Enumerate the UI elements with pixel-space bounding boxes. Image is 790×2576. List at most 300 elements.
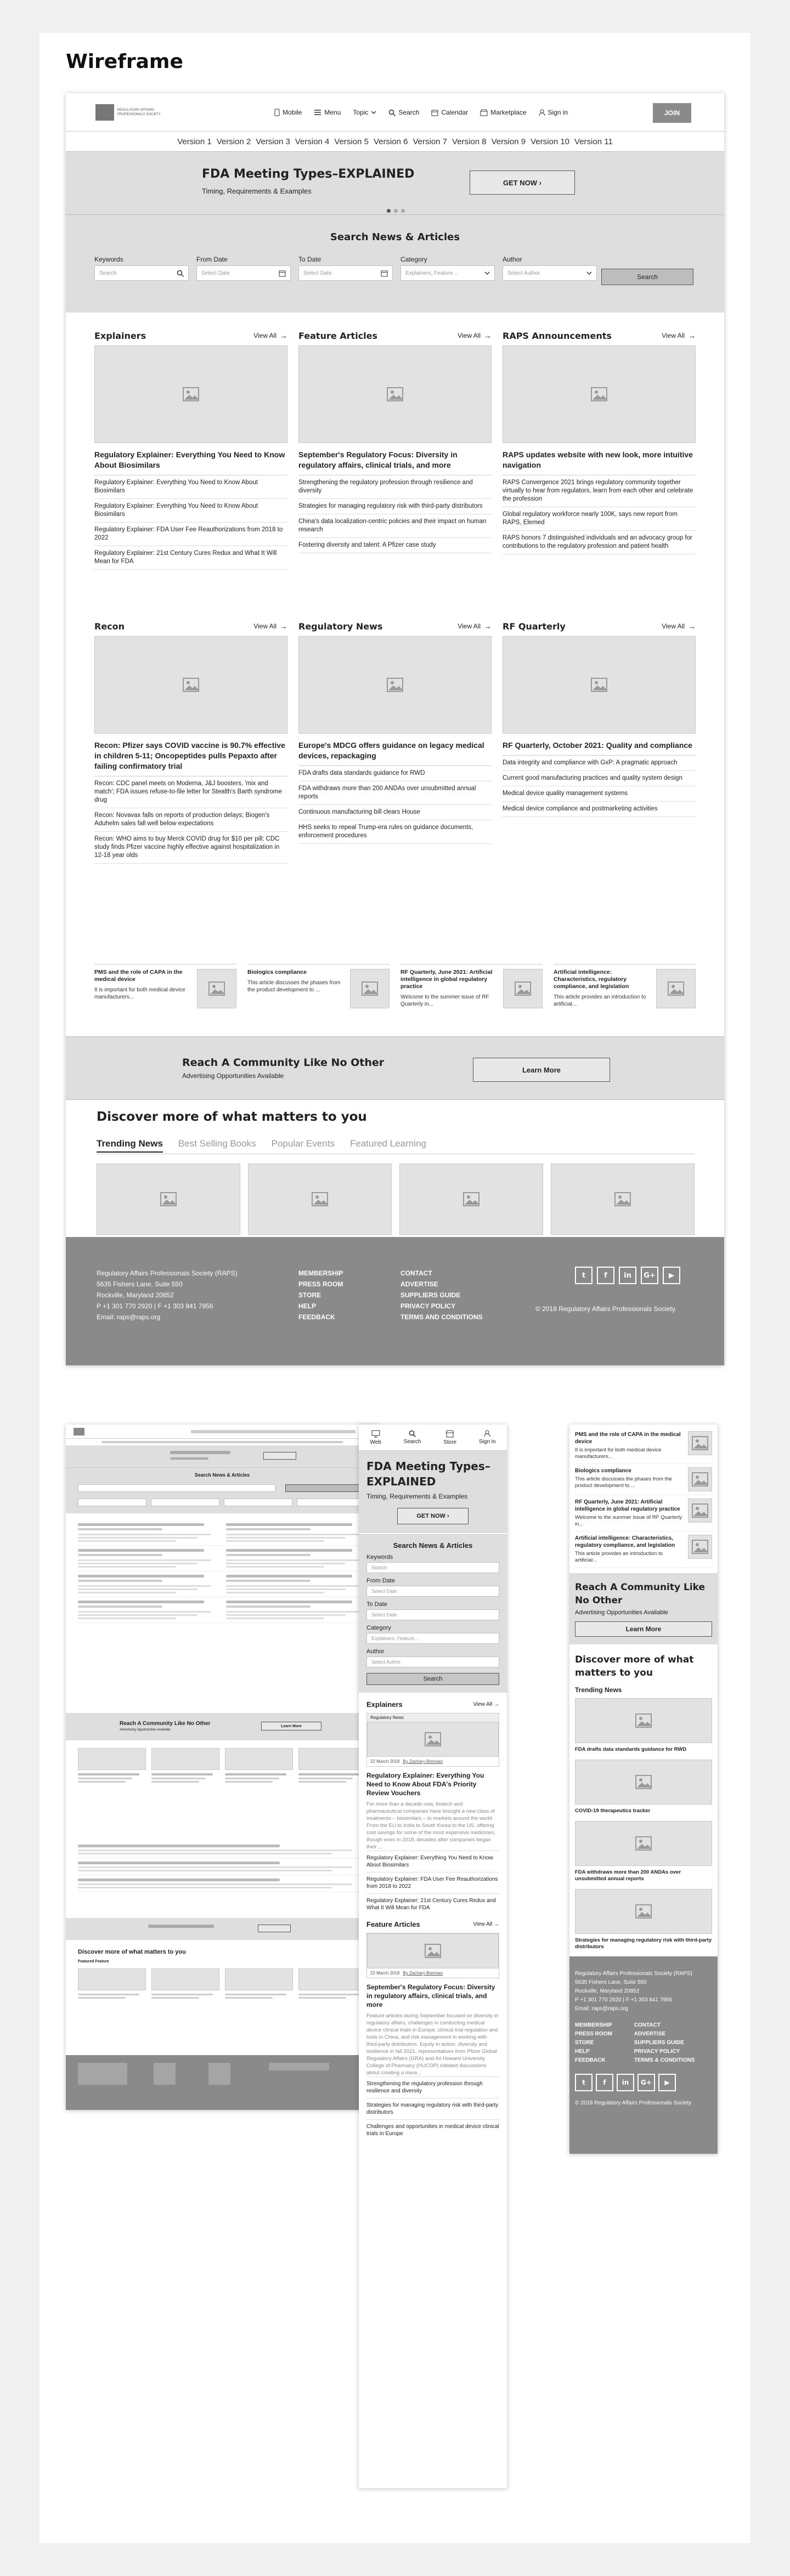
mobile-features [359,1915,507,2141]
marketplace-icon [480,109,488,116]
version-bar [66,132,724,151]
section-headline[interactable]: Europe's MDCG offers guidance on legacy medical devices, repackaging [298,740,492,766]
promo-title: Biologics compliance [247,969,307,975]
promo-desc: This article discusses the phases from the product development to ... [247,980,341,993]
section-link[interactable]: Regulatory Explainer: FDA User Fee Reauthorizations from 2018 to 2022 [94,523,287,546]
section-image[interactable] [503,345,696,443]
section-image[interactable] [94,636,287,734]
mobile-community-title: Reach A Community Like No Other [575,1582,706,1606]
section-link[interactable]: RAPS honors 7 distinguished individuals and an advocacy group for contributions to the regulatory profession and patient health [503,531,696,554]
mobile-icon [274,109,280,116]
mobile-nav-sign-in[interactable] [479,1430,496,1445]
section-link[interactable]: Regulatory Explainer: Everything You Need to Know About Biosimilars [94,475,287,499]
mobile-promo-image [688,1431,712,1455]
mobile-footer-link[interactable]: PRESS ROOM [575,2031,612,2037]
section-headline[interactable]: September's Regulatory Focus: Diversity in regulatory affairs, clinical trials, and more [298,450,492,475]
view-all-link[interactable] [662,622,696,631]
promo-text [400,969,499,1024]
promo-image [503,969,543,1008]
mobile-article-image [367,1722,499,1757]
mobile-footer-link[interactable]: ADVERTISE [634,2031,666,2037]
version-tab[interactable]: Version 11 [574,137,613,146]
mobile-footer-address-2: Rockville, Maryland 20852 [575,1988,640,1994]
image-placeholder-icon [692,1472,708,1486]
chevron-down-icon [586,271,592,275]
promo-card[interactable] [94,964,236,1024]
mobile-frame [359,1425,507,2488]
arrow-right-icon: → [688,622,696,631]
footer-address [97,1268,238,1323]
footer-link[interactable]: CONTACT [400,1269,432,1277]
image-placeholder-icon [160,1192,177,1206]
mobile-field-input[interactable] [366,1633,499,1644]
section-image[interactable] [94,345,287,443]
mobile-footer-link[interactable]: TERMS & CONDITIONS [634,2057,695,2063]
search-field-label: From Date [196,256,228,263]
image-placeholder-icon [425,1732,441,1746]
search-field-placeholder: Select Date [201,270,230,276]
version-tab[interactable]: Version 10 [531,137,570,146]
mobile-promo-card[interactable] [575,1428,712,1464]
calendar-icon [381,270,388,277]
tablet-community-subtitle: Advertising Opportunities Available [120,1728,171,1732]
tablet-article-row[interactable] [78,1858,366,1875]
tablet-grid-image [78,1748,146,1770]
footer-org: Regulatory Affairs Professionals Society (RAPS) [97,1269,238,1277]
section-regulatory-news [298,620,492,927]
mobile-trend-image [575,1821,712,1866]
section-link[interactable]: RAPS Convergence 2021 brings regulatory community together virtually to hear from regulators, learn from each other and celebrate the profession [503,475,696,507]
section-headline[interactable]: Recon: Pfizer says COVID vaccine is 90.7% effective in children 5-11; Oncopeptides pulls Pepaxto after failing confirmatory trial [94,740,287,776]
tablet-nav-placeholder[interactable] [191,1430,356,1433]
section-link[interactable]: Strengthening the regulatory profession through resilience and diversity [298,475,492,499]
tablet-search-button[interactable] [285,1484,365,1492]
footer-links-col-1 [298,1268,343,1323]
footer-link[interactable]: MEMBERSHIP [298,1269,343,1277]
discover-tab[interactable]: Trending News [97,1138,163,1153]
mobile-promo-text [575,1499,684,1528]
tablet-discover-card[interactable] [151,1968,219,1999]
section-row-2 [94,620,696,927]
mobile-view-all[interactable]: View All → [473,1701,499,1707]
mobile-article-card[interactable] [366,1713,499,1767]
view-all-link[interactable] [662,331,696,340]
section-link[interactable]: Recon: Novavax falls on reports of production delays; Biogen's Aduhelm sales fall well below expectations [94,808,287,832]
tablet-header [66,1425,379,1439]
section-title: RF Quarterly [503,621,566,632]
logo-text: REGULATORY AFFAIRS PROFESSIONALS SOCIETY [117,109,161,116]
youtube-icon[interactable]: ▶ [663,1267,680,1284]
footer-link[interactable]: SUPPLIERS GUIDE [400,1291,461,1299]
image-placeholder-icon [312,1192,328,1206]
view-all-link[interactable] [458,331,492,340]
mobile-field-input[interactable] [366,1609,499,1620]
footer-link[interactable]: STORE [298,1291,321,1299]
tablet-discover-card[interactable] [78,1968,146,1999]
mobile-article-headline[interactable]: Regulatory Explainer: Everything You Need to Know About FDA's Priority Review Vouchers [366,1772,484,1797]
promo-card[interactable] [400,964,543,1024]
mobile-article-body: For more than a decade now, biotech and pharmaceutical companies have brought a new class of treatments – biosimilars – to markets around the world. From the EU to India to South Korea to the US, offering cost savings for some of the most expensive medicines, though even in 2018, decades after companies began their ... [366,1801,495,1850]
mobile-footer-link[interactable]: FEEDBACK [575,2057,606,2063]
mobile-trend-title: Strategies for managing regulatory risk with third-party distributors [575,1937,712,1950]
mobile-trend-card[interactable] [575,1698,712,1753]
nav-item-marketplace[interactable] [480,109,526,116]
footer-link[interactable]: HELP [298,1302,317,1310]
section-link[interactable]: Continuous manufacturing bill clears House [298,805,492,820]
promo-image [656,969,696,1008]
footer-links-col-2 [400,1268,483,1323]
search-field [94,256,189,281]
mobile-nav-label: Search [403,1439,421,1445]
section-headline[interactable]: RAPS updates website with new look, more intuitive navigation [503,450,696,475]
promo-card[interactable] [554,964,696,1024]
mobile-hero-cta[interactable]: GET NOW › [397,1508,469,1524]
tablet-discover-image [225,1968,293,1990]
search-field-input[interactable] [94,265,189,281]
tablet-grid-card[interactable] [298,1748,366,1783]
tablet-grid-image [298,1748,366,1770]
tablet-article-row[interactable] [78,1546,366,1571]
mobile-article-link[interactable]: Regulatory Explainer: FDA User Fee Reauthorizations from 2018 to 2022 [366,1872,499,1893]
mobile-article-meta [367,1757,499,1766]
section-link[interactable]: Medical device quality management systems [503,786,696,802]
tablet-frame [66,1425,379,2110]
mobile-trend-card[interactable] [575,1760,712,1814]
mobile-footer-link[interactable]: PRIVACY POLICY [634,2049,680,2055]
mobile-article-headline[interactable]: September's Regulatory Focus: Diversity in regulatory affairs, clinical trials, and more [366,1983,495,2008]
mobile-footer-link[interactable]: CONTACT [634,2022,661,2028]
logo-mark [95,104,114,121]
nav-item-calendar[interactable] [431,109,468,116]
mobile-trending[interactable]: Trending News [575,1686,622,1694]
mobile-promo-card[interactable] [575,1495,712,1531]
discover-image [97,1164,240,1235]
mobile-footer-link[interactable]: SUPPLIERS GUIDE [634,2040,684,2046]
mobile-article-body: Feature articles during September focused on diversity in regulatory affairs, challenges in conducting medical device clinical trials in Europe, clinical trial regulation and tools in China, and risk management in working with third-party distributors. Equity in action, diversity and resilience in fall 2021, representatives from Pfizer Global Regulatory Affairs (GRA) and Ari Howard University College of Pharmacy (HUCOP) initiated discussions about creating a more... [366,2013,499,2076]
search-field-label: Category [400,256,427,263]
search-icon [177,270,184,277]
mobile-footer-link[interactable]: HELP [575,2049,590,2055]
footer-link[interactable]: PRESS ROOM [298,1280,343,1288]
tablet-article-row[interactable] [78,1841,366,1858]
community-banner [66,1036,724,1100]
promo-text [554,969,652,1024]
calendar-icon [431,109,438,116]
tablet-article-row[interactable] [78,1875,366,1892]
tablet-article-row[interactable] [78,1571,366,1597]
version-tab[interactable]: Version 6 [373,137,408,146]
section-header [298,329,492,342]
mobile-search-title: Search News & Articles [393,1541,473,1550]
mobile-nav-search[interactable] [404,1430,421,1445]
mobile-promo-title: Biologics compliance [575,1468,631,1474]
footer-address-2: Rockville, Maryland 20852 [97,1291,174,1299]
mobile-article-link[interactable]: Strategies for managing regulatory risk with third-party distributors [366,2098,499,2119]
version-tab[interactable]: Version 2 [216,137,251,146]
search-field-label: Author [503,256,522,263]
tablet-learn-more[interactable]: Learn More [261,1722,321,1730]
version-tab[interactable]: Version 1 [177,137,212,146]
mobile-view-all[interactable]: View All → [473,1921,499,1927]
mobile-promo-card[interactable] [575,1531,712,1568]
googleplus-icon[interactable]: G+ [641,1267,658,1284]
community-title: Reach A Community Like No Other [182,1057,385,1069]
desktop-nav [274,104,568,121]
section-image[interactable] [503,636,696,734]
tablet-promo-button[interactable] [258,1925,291,1932]
section-link[interactable]: Recon: WHO aims to buy Merck COVID drug for $10 per pill; CDC study finds Pfizer vaccine highly effective against hospitalization in 12-18 year olds [94,832,287,864]
mobile-trend-card[interactable] [575,1821,712,1882]
mobile-promo-text [575,1535,684,1564]
image-placeholder-icon [387,387,403,401]
mobile-promo-desc: Welcome to the summer issue of RF Quarterly in... [575,1514,682,1527]
tablet-grid-image [151,1748,219,1770]
nav-item-mobile[interactable] [274,109,302,116]
mobile-article-link[interactable]: Regulatory Explainer: Everything You Need to Know About Biosimilars [366,1851,499,1872]
image-placeholder-icon [362,981,378,996]
learn-more-button[interactable]: Learn More [473,1058,610,1082]
mobile-article-byline[interactable]: By Zachary Brennan [403,1971,443,1976]
mobile-field-placeholder: Select Author [371,1659,401,1665]
mobile-footer-link[interactable]: MEMBERSHIP [575,2022,612,2028]
mobile-field-label: To Date [366,1601,387,1608]
section-rf-quarterly [503,620,696,927]
mobile-promo-title: PMS and the role of CAPA in the medical device [575,1432,681,1445]
search-field-input[interactable] [196,265,291,281]
mobile-nav-label: Sign in [478,1439,496,1445]
section-link[interactable]: Data integrity and compliance with GxP: A pragmatic approach [503,756,696,771]
mobile-footer-col-1 [575,2021,612,2065]
section-link[interactable]: Global regulatory workforce nearly 100K, says new report from RAPS, Elemed [503,507,696,531]
section-headline[interactable]: RF Quarterly, October 2021: Quality and compliance [503,740,696,756]
section-link[interactable]: Fostering diversity and talent: A Pfizer case study [298,538,492,553]
tablet-article-row[interactable] [78,1597,366,1623]
tablet-filter-row [78,1499,365,1506]
tablet-category[interactable] [224,1499,292,1506]
mobile-section-title: Explainers [366,1700,403,1709]
section-link[interactable]: Regulatory Explainer: 21st Century Cures Redux and What It Will Mean for FDA [94,546,287,570]
desktop-header [66,93,724,132]
mobile-explainers [359,1693,507,1915]
version-tab[interactable]: Version 8 [452,137,487,146]
mobile-trend-card[interactable] [575,1889,712,1950]
mobile-nav-web[interactable] [370,1430,381,1445]
youtube-icon[interactable]: ▶ [658,2074,676,2091]
footer-link[interactable]: PRIVACY POLICY [400,1302,456,1310]
arrow-right-icon: → [484,331,492,340]
mobile-footer [569,1956,718,2154]
search-field-input[interactable] [298,265,393,281]
image-placeholder-icon [692,1540,708,1554]
nav-item-sign-in[interactable] [539,109,568,116]
linkedin-icon[interactable]: in [619,1267,636,1284]
nav-item-topic[interactable] [353,109,376,116]
search-title: Search News & Articles [330,231,460,243]
tablet-keyword-input[interactable] [78,1484,275,1492]
mobile-search-button[interactable]: Search [366,1673,499,1685]
section-image[interactable] [298,636,492,734]
mobile-field-input[interactable] [366,1586,499,1597]
search-field [298,256,393,281]
mobile-nav [359,1425,507,1451]
section-headline[interactable]: Regulatory Explainer: Everything You Need to Know About Biosimilars [94,450,287,475]
tablet-grid-card[interactable] [78,1748,146,1783]
view-all-link[interactable] [458,622,492,631]
twitter-icon[interactable]: t [575,1267,592,1284]
nav-item-search[interactable] [388,109,419,116]
search-field-input[interactable] [503,265,597,281]
section-link[interactable]: Regulatory Explainer: Everything You Need to Know About Biosimilars [94,499,287,523]
tablet-author[interactable] [297,1499,365,1506]
image-placeholder-icon [208,981,225,996]
tablet-article-row[interactable] [78,1520,366,1546]
version-tab[interactable]: Version 5 [334,137,369,146]
section-link[interactable]: Medical device compliance and postmarketing activities [503,802,696,817]
version-tab[interactable]: Version 7 [413,137,448,146]
search-button[interactable]: Search [601,269,693,285]
image-placeholder-icon [635,1904,652,1919]
mobile-field-label: From Date [366,1578,395,1584]
view-all-label: View All [253,622,276,630]
section-link[interactable]: Strategies for managing regulatory risk with third-party distributors [298,499,492,514]
tablet-trending[interactable]: Featured Feature [78,1960,109,1964]
footer-link[interactable]: ADVERTISE [400,1280,438,1288]
mobile-field-placeholder: Select Date [371,1612,397,1618]
section-link[interactable]: HHS seeks to repeal Trump-era rules on guidance documents, enforcement procedures [298,820,492,844]
view-all-label: View All [662,622,685,630]
mobile-promo-desc: This article discusses the phases from the product development to ... [575,1476,672,1489]
mobile-footer-col-2 [634,2021,695,2065]
mobile-article-date: 22 March 2018 [370,1759,400,1764]
mobile-learn-more[interactable]: Learn More [575,1621,712,1637]
search-field-placeholder: Select Author [507,270,540,276]
desktop-frame [66,93,724,1365]
discover-image [551,1164,695,1235]
mobile-trend-image [575,1698,712,1743]
version-tab[interactable]: Version 9 [491,137,526,146]
mobile-field-placeholder: Search [371,1565,387,1570]
mobile-nav-store[interactable] [443,1430,456,1445]
mobile-article-card[interactable] [366,1933,499,1978]
tablet-article-col [226,1523,366,1542]
mobile-hero-subtitle: Timing, Requirements & Examples [366,1493,468,1500]
image-placeholder-icon [692,1436,708,1450]
arrow-right-icon: → [688,331,696,340]
footer-address-1: 5635 Fishers Lane, Suite 550 [97,1280,183,1288]
mobile-trend-image [575,1889,712,1934]
arrow-right-icon: → [484,622,492,631]
promo-image [197,969,236,1008]
hero-cta-button[interactable]: GET NOW › [470,171,575,195]
view-all-link[interactable] [253,622,287,631]
mobile-article-link[interactable]: Regulatory Explainer: 21st Century Cures Redux and What It Will Mean for FDA [366,1893,499,1915]
image-placeholder-icon [591,387,607,401]
nav-label: Sign in [548,109,568,116]
tablet-article-col [226,1575,366,1593]
carousel-dots[interactable] [385,206,407,215]
nav-label: Menu [324,109,341,116]
footer-link[interactable]: TERMS AND CONDITIONS [400,1313,483,1321]
discover-tab[interactable]: Best Selling Books [178,1138,256,1149]
tablet-grid-card[interactable] [151,1748,219,1783]
version-tab[interactable]: Version 4 [295,137,330,146]
tablet-news-grid [78,1748,366,1783]
tablet-discover-card[interactable] [225,1968,293,1999]
mobile-article-byline[interactable]: By Zachary Brennan [403,1759,443,1764]
mobile-footer-link[interactable]: STORE [575,2040,594,2046]
mobile-article-link[interactable]: Strengthening the regulatory profession through resilience and diversity [366,2076,499,2098]
version-tab[interactable]: Version 3 [256,137,290,146]
tablet-search-panel [66,1467,379,1513]
promo-card[interactable] [247,964,390,1024]
image-placeholder-icon [591,678,607,692]
calendar-icon [279,270,286,277]
discover-title: Discover more of what matters to you [97,1110,367,1124]
footer-phone: P +1 301 770 2920 | F +1 303 841 7956 [97,1302,213,1310]
section-link[interactable]: Recon: CDC panel meets on Moderna, J&J boosters, 'mix and match'; FDA issues refuse-to-file letter for Stealth's Barth syndrome drug [94,776,287,808]
linkedin-icon[interactable]: in [617,2074,634,2091]
wireframe-sheet [40,33,751,2543]
twitter-icon[interactable]: t [575,2074,592,2091]
section-link[interactable]: FDA drafts data standards guidance for RWD [298,766,492,781]
googleplus-icon[interactable]: G+ [637,2074,655,2091]
mobile-field-input[interactable] [366,1562,499,1573]
mobile-section-title: Feature Articles [366,1920,420,1928]
tablet-from-date[interactable] [78,1499,146,1506]
tablet-grid-card[interactable] [225,1748,293,1783]
tablet-hero-cta[interactable] [263,1452,296,1460]
mobile-nav-label: Web [370,1439,381,1445]
facebook-icon[interactable]: f [596,2074,613,2091]
nav-item-menu[interactable] [314,109,341,116]
nav-label: Marketplace [490,109,527,116]
tablet-to-date[interactable] [151,1499,219,1506]
discover-tab[interactable]: Popular Events [271,1138,335,1149]
mobile-promo-card[interactable] [575,1464,712,1495]
mobile-promo-title: Artificial intelligence: Characteristics, regulatory compliance, and legislation [575,1535,675,1548]
view-all-label: View All [458,332,481,339]
store-icon [445,1430,454,1438]
discover-image [399,1164,543,1235]
tablet-discover-card[interactable] [298,1968,366,1999]
image-placeholder-icon [614,1192,631,1206]
mobile-search-fields [366,1554,499,1667]
search-field-input[interactable] [400,265,495,281]
section-link[interactable]: Current good manufacturing practices and quality system design [503,771,696,786]
tablet-logo[interactable] [74,1428,84,1435]
section-feature-articles [298,329,492,603]
search-field [503,256,597,281]
mobile-article-link[interactable]: Challenges and opportunities in medical device clinical trials in Europe [366,2119,499,2141]
mobile-nav-label: Store [443,1439,457,1445]
section-link[interactable]: FDA withdraws more than 200 ANDAs over unsubmitted annual reports [298,781,492,805]
join-button[interactable]: JOIN [653,103,691,123]
mobile-field-input[interactable] [366,1656,499,1667]
mobile-promo-desc: It is important for both medical device manufacturers... [575,1447,662,1460]
promo-desc: It is important for both medical device manufacturers... [94,987,185,1000]
discover-tab[interactable]: Featured Learning [349,1138,426,1149]
discover-tabs [97,1138,426,1153]
logo[interactable] [95,104,167,121]
facebook-icon[interactable]: f [597,1267,614,1284]
footer-link[interactable]: FEEDBACK [298,1313,335,1321]
promo-title: Artificial intelligence: Characteristics, regulatory compliance, and legislation [554,969,629,990]
section-image[interactable] [298,345,492,443]
view-all-link[interactable] [253,331,287,340]
section-link[interactable]: China's data localization-centric policies and their impact on human research [298,514,492,538]
tablet-footer [66,2055,379,2110]
user-icon [484,1430,490,1437]
